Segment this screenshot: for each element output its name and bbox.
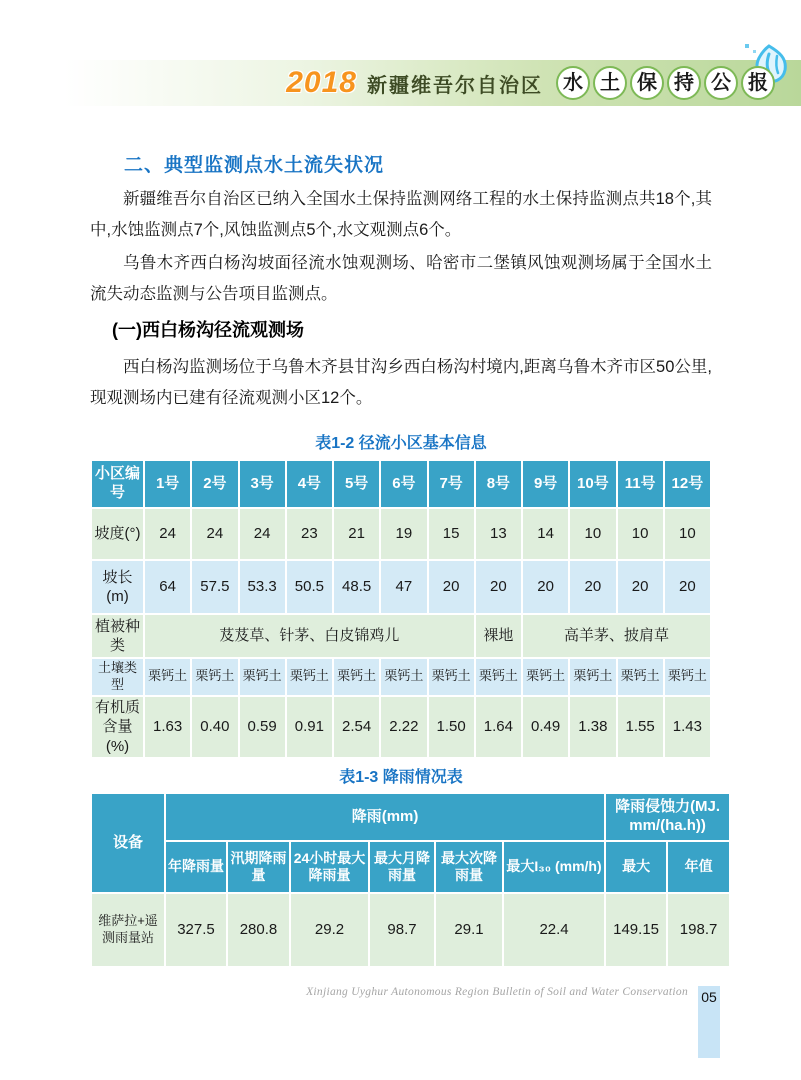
- data-cell: 1.64: [476, 697, 521, 758]
- table-row: [92, 794, 729, 840]
- table-body: [92, 794, 729, 966]
- data-cell: 20: [429, 561, 474, 613]
- data-cell: 栗钙土: [665, 659, 710, 695]
- column-header-cell: 8号: [476, 461, 521, 507]
- data-cell: 24: [192, 509, 237, 559]
- data-cell: 24: [240, 509, 285, 559]
- logo-badge-char: 土: [593, 66, 627, 100]
- data-cell: 栗钙土: [287, 659, 332, 695]
- column-header-cell: 24小时最大降雨量: [291, 842, 368, 892]
- data-cell: 1.50: [429, 697, 474, 758]
- column-header-cell: 设备: [92, 794, 164, 892]
- data-cell: 0.59: [240, 697, 285, 758]
- column-header-cell: 汛期降雨量: [228, 842, 289, 892]
- paragraph: 新疆维吾尔自治区已纳入全国水土保持监测网络工程的水土保持监测点共18个,其中,水蚀监测点7个,风蚀监测点5个,水文观测点6个。: [90, 190, 712, 239]
- column-header-cell: 最大I₃₀ (mm/h): [504, 842, 604, 892]
- data-cell: 20: [665, 561, 710, 613]
- data-cell: 20: [618, 561, 663, 613]
- logo-badge-char: 持: [667, 66, 701, 100]
- column-header-cell: 降雨(mm): [166, 794, 604, 840]
- column-header-cell: 10号: [570, 461, 615, 507]
- data-cell: 20: [523, 561, 568, 613]
- data-cell: 0.91: [287, 697, 332, 758]
- data-cell: 29.2: [291, 894, 368, 966]
- data-cell: 0.40: [192, 697, 237, 758]
- logo-badge-char: 保: [630, 66, 664, 100]
- data-cell: 23: [287, 509, 332, 559]
- data-cell: 53.3: [240, 561, 285, 613]
- data-cell: 64: [145, 561, 190, 613]
- table-row: [92, 509, 710, 559]
- data-cell: 198.7: [668, 894, 729, 966]
- column-header-cell: 4号: [287, 461, 332, 507]
- data-cell: 0.49: [523, 697, 568, 758]
- data-cell: 栗钙土: [570, 659, 615, 695]
- data-cell: 10: [618, 509, 663, 559]
- data-cell: 栗钙土: [334, 659, 379, 695]
- logo-badge-char: 水: [556, 66, 590, 100]
- data-cell: 57.5: [192, 561, 237, 613]
- data-cell: 栗钙土: [429, 659, 474, 695]
- page-number-badge: 05: [698, 986, 720, 1058]
- table-row: [92, 842, 729, 892]
- data-cell: 19: [381, 509, 426, 559]
- paragraph: 乌鲁木齐西白杨沟坡面径流水蚀观测场、哈密市二堡镇风蚀观测场属于全国水土流失动态监测与公告项目监测点。: [90, 254, 712, 303]
- column-header-cell: 最大: [606, 842, 666, 892]
- bulletin-logo: [286, 66, 775, 100]
- data-cell: 裸地: [476, 615, 521, 657]
- column-header-cell: 最大月降雨量: [370, 842, 434, 892]
- row-label-cell: 坡长(m): [92, 561, 143, 613]
- column-header-cell: 年值: [668, 842, 729, 892]
- data-cell: 149.15: [606, 894, 666, 966]
- table-body: [92, 461, 710, 757]
- column-header-cell: 7号: [429, 461, 474, 507]
- data-cell: 15: [429, 509, 474, 559]
- data-cell: 栗钙土: [381, 659, 426, 695]
- data-cell: 48.5: [334, 561, 379, 613]
- column-header-cell: 11号: [618, 461, 663, 507]
- data-cell: 1.43: [665, 697, 710, 758]
- data-cell: 高羊茅、披肩草: [523, 615, 710, 657]
- data-cell: 29.1: [436, 894, 502, 966]
- data-cell: 22.4: [504, 894, 604, 966]
- data-cell: 1.63: [145, 697, 190, 758]
- footer-english-title: Xinjiang Uyghur Autonomous Region Bulletin of Soil and Water Conservation: [306, 986, 688, 998]
- data-cell: 327.5: [166, 894, 226, 966]
- data-cell: 50.5: [287, 561, 332, 613]
- data-cell: 芨芨草、针茅、白皮锦鸡儿: [145, 615, 474, 657]
- column-header-cell: 12号: [665, 461, 710, 507]
- table-row: [92, 561, 710, 613]
- data-cell: 10: [570, 509, 615, 559]
- table-row: [92, 615, 710, 657]
- logo-region-title: 新疆维吾尔自治区: [367, 74, 543, 97]
- data-cell: 20: [570, 561, 615, 613]
- data-cell: 21: [334, 509, 379, 559]
- column-header-cell: 3号: [240, 461, 285, 507]
- data-cell: 98.7: [370, 894, 434, 966]
- data-cell: 24: [145, 509, 190, 559]
- subsection-title: (一)西白杨沟径流观测场: [112, 320, 304, 340]
- data-cell: 10: [665, 509, 710, 559]
- data-cell: 栗钙土: [618, 659, 663, 695]
- logo-year: 2018: [286, 66, 357, 99]
- column-header-cell: 6号: [381, 461, 426, 507]
- column-header-cell: 小区编号: [92, 461, 143, 507]
- table-row: [92, 894, 729, 966]
- table-row: [92, 697, 710, 758]
- table-1-2-caption: 表1-2 径流小区基本信息: [315, 435, 487, 452]
- row-label-cell: 植被种类: [92, 615, 143, 657]
- rainfall-table: [90, 792, 731, 968]
- data-cell: 栗钙土: [192, 659, 237, 695]
- row-label-cell: 维萨拉+遥测雨量站: [92, 894, 164, 966]
- column-header-cell: 最大次降雨量: [436, 842, 502, 892]
- data-cell: 栗钙土: [523, 659, 568, 695]
- column-header-cell: 2号: [192, 461, 237, 507]
- table-row: [92, 659, 710, 695]
- row-label-cell: 土壤类型: [92, 659, 143, 695]
- data-cell: 栗钙土: [240, 659, 285, 695]
- data-cell: 47: [381, 561, 426, 613]
- row-label-cell: 坡度(°): [92, 509, 143, 559]
- section-title: 二、典型监测点水土流失状况: [124, 155, 385, 176]
- runoff-plot-info-table: [90, 459, 712, 759]
- column-header-cell: 5号: [334, 461, 379, 507]
- data-cell: 1.55: [618, 697, 663, 758]
- column-header-cell: 9号: [523, 461, 568, 507]
- table-row: [92, 461, 710, 507]
- data-cell: 13: [476, 509, 521, 559]
- logo-badge-char: 报: [741, 66, 775, 100]
- logo-badge-row: [553, 66, 775, 100]
- paragraph: 西白杨沟监测场位于乌鲁木齐县甘沟乡西白杨沟村境内,距离乌鲁木齐市区50公里,现观测场内已建有径流观测小区12个。: [90, 358, 712, 407]
- column-header-cell: 1号: [145, 461, 190, 507]
- table-1-3-caption: 表1-3 降雨情况表: [339, 769, 463, 786]
- data-cell: 280.8: [228, 894, 289, 966]
- data-cell: 1.38: [570, 697, 615, 758]
- header-band: [0, 60, 801, 106]
- data-cell: 栗钙土: [476, 659, 521, 695]
- data-cell: 14: [523, 509, 568, 559]
- data-cell: 2.54: [334, 697, 379, 758]
- row-label-cell: 有机质含量(%): [92, 697, 143, 758]
- data-cell: 20: [476, 561, 521, 613]
- data-cell: 2.22: [381, 697, 426, 758]
- logo-badge-char: 公: [704, 66, 738, 100]
- column-header-cell: 降雨侵蚀力(MJ. mm/(ha.h)): [606, 794, 729, 840]
- data-cell: 栗钙土: [145, 659, 190, 695]
- column-header-cell: 年降雨量: [166, 842, 226, 892]
